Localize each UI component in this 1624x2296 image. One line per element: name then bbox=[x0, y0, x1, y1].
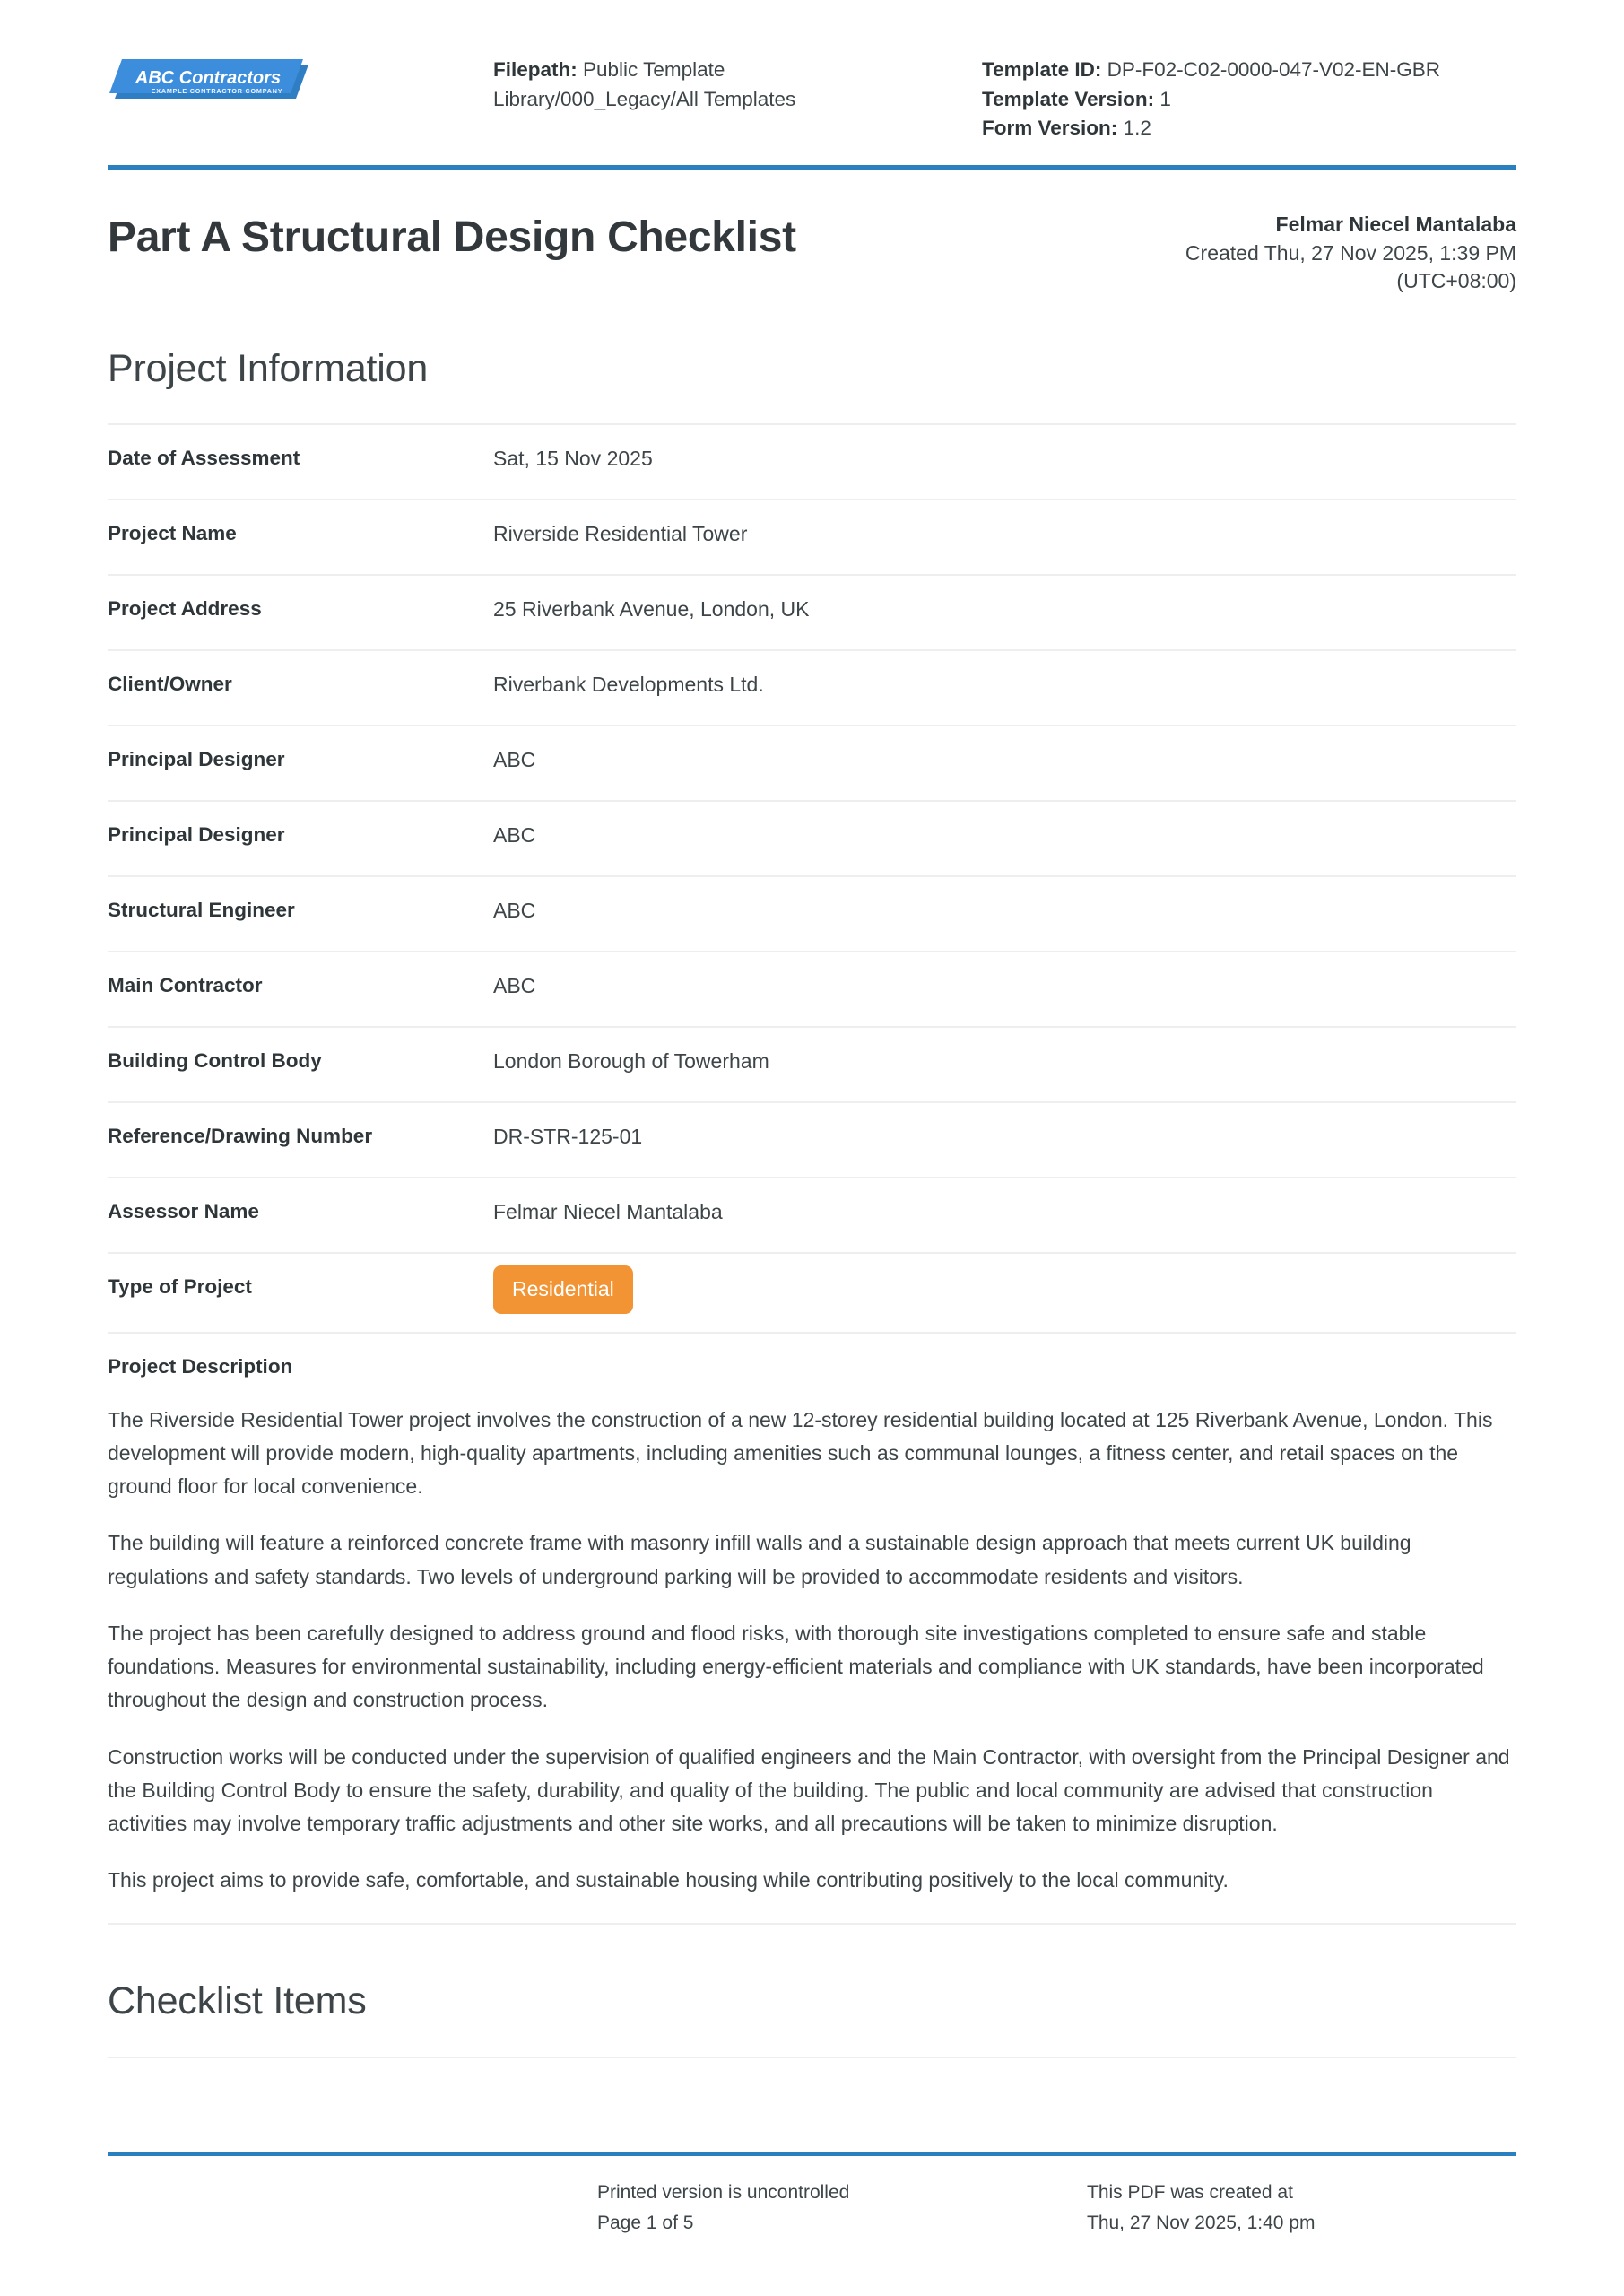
template-meta bbox=[933, 36, 1516, 144]
table-row-type-of-project bbox=[108, 1254, 1516, 1334]
table-row bbox=[108, 651, 1516, 726]
row-value bbox=[493, 1274, 1516, 1314]
table-row bbox=[108, 726, 1516, 802]
table-row bbox=[108, 576, 1516, 651]
description-paragraph: This project aims to provide safe, comfortable, and sustainable housing while contributing positively to the local community. bbox=[108, 1868, 1229, 1892]
table-row bbox=[108, 802, 1516, 877]
row-value: London Borough of Towerham bbox=[493, 1048, 769, 1073]
page-number: Page 1 of 5 bbox=[597, 2213, 694, 2234]
row-label: Building Control Body bbox=[108, 1048, 322, 1072]
svg-text:EXAMPLE CONTRACTOR COMPANY: EXAMPLE CONTRACTOR COMPANY bbox=[151, 87, 283, 95]
row-value: ABC bbox=[493, 747, 536, 771]
abc-contractors-logo bbox=[108, 54, 315, 109]
row-label: Type of Project bbox=[108, 1274, 252, 1298]
template-version-value: 1 bbox=[1159, 87, 1171, 110]
row-value: ABC bbox=[493, 973, 536, 997]
status-badge: Residential bbox=[493, 1265, 633, 1314]
table-row bbox=[108, 425, 1516, 500]
filepath-meta bbox=[493, 36, 933, 114]
row-label: Structural Engineer bbox=[108, 898, 295, 921]
logo-container bbox=[108, 36, 493, 109]
table-row bbox=[108, 500, 1516, 576]
footer-columns bbox=[0, 2156, 1624, 2239]
project-description-block bbox=[108, 1334, 1516, 1925]
row-label: Assessor Name bbox=[108, 1199, 259, 1222]
row-label: Reference/Drawing Number bbox=[108, 1124, 373, 1147]
created-timestamp: Created Thu, 27 Nov 2025, 1:39 PM bbox=[1185, 240, 1516, 265]
table-row bbox=[108, 1178, 1516, 1254]
author-name: Felmar Niecel Mantalaba bbox=[1275, 212, 1516, 236]
project-description-label: Project Description bbox=[108, 1354, 293, 1378]
row-label: Project Address bbox=[108, 596, 262, 620]
row-value: Riverbank Developments Ltd. bbox=[493, 672, 764, 696]
row-value: 25 Riverbank Avenue, London, UK bbox=[493, 596, 810, 621]
created-timezone: (UTC+08:00) bbox=[1396, 269, 1516, 293]
title-row bbox=[0, 170, 1624, 296]
printed-notice: Printed version is uncontrolled bbox=[597, 2182, 850, 2203]
form-version-label: Form Version: bbox=[982, 117, 1118, 140]
description-paragraph: The Riverside Residential Tower project involves the construction of a new 12-storey residential building located at 125 Riverbank Avenue, London. This development will provide modern, high-quality apartments, including amenities such as communal lounges, a fitness center, and retail spaces on the ground floor for local convenience. bbox=[108, 1407, 1493, 1499]
footer-pdf-info bbox=[1087, 2178, 1516, 2239]
description-paragraph: Construction works will be conducted under the supervision of qualified engineers and the Main Contractor, with oversight from the Principal Designer and the Building Control Body to ensure the safety, durability, and quality of the building. The public and local community are advised that construction activities may involve temporary traffic adjustments and other site works, and all precautions will be taken to minimize disruption. bbox=[108, 1744, 1510, 1836]
document-footer bbox=[0, 2152, 1624, 2296]
table-row bbox=[108, 952, 1516, 1028]
table-row bbox=[108, 877, 1516, 952]
description-paragraph: The project has been carefully designed to address ground and flood risks, with thorough site investigations completed to ensure safe and stable foundations. Measures for environmental sustainability, including energy-efficient materials and compliance with UK standards, have been incorporated throughout the design and construction process. bbox=[108, 1621, 1484, 1712]
row-label: Principal Designer bbox=[108, 747, 285, 770]
checklist-divider bbox=[108, 2057, 1516, 2058]
created-info bbox=[1185, 207, 1516, 296]
form-version-row bbox=[982, 114, 1516, 144]
form-version-value: 1.2 bbox=[1123, 117, 1151, 140]
row-label: Client/Owner bbox=[108, 672, 232, 695]
footer-print-info bbox=[597, 2178, 1087, 2239]
description-paragraph: The building will feature a reinforced concrete frame with masonry infill walls and a sustainable design approach that meets current UK building regulations and safety standards. Two levels of underground parking will be provided to accommodate residents and visitors. bbox=[108, 1531, 1411, 1588]
project-information-heading: Project Information bbox=[108, 347, 429, 391]
template-version-label: Template Version: bbox=[982, 87, 1155, 110]
row-label: Date of Assessment bbox=[108, 446, 300, 469]
row-value: Felmar Niecel Mantalaba bbox=[493, 1199, 723, 1223]
template-id-label: Template ID: bbox=[982, 58, 1102, 81]
row-value: Sat, 15 Nov 2025 bbox=[493, 446, 653, 470]
checklist-items-heading: Checklist Items bbox=[108, 1979, 367, 2022]
pdf-created-label: This PDF was created at bbox=[1087, 2182, 1293, 2203]
footer-spacer bbox=[108, 2178, 597, 2239]
svg-text:ABC Contractors: ABC Contractors bbox=[135, 68, 282, 88]
row-value: ABC bbox=[493, 898, 536, 922]
row-label: Project Name bbox=[108, 521, 237, 544]
row-value: DR-STR-125-01 bbox=[493, 1124, 643, 1148]
table-row bbox=[108, 1028, 1516, 1103]
row-label: Main Contractor bbox=[108, 973, 263, 996]
document-header bbox=[0, 0, 1624, 144]
filepath-label: Filepath: bbox=[493, 58, 578, 81]
pdf-created-value: Thu, 27 Nov 2025, 1:40 pm bbox=[1087, 2213, 1316, 2234]
template-version-row bbox=[982, 85, 1516, 115]
table-row bbox=[108, 1103, 1516, 1178]
template-id-row bbox=[982, 56, 1516, 85]
filepath-value: Public Template Library/000_Legacy/All Templates bbox=[493, 58, 796, 110]
row-value: Riverside Residential Tower bbox=[493, 521, 748, 545]
page-title: Part A Structural Design Checklist bbox=[108, 213, 796, 261]
row-label: Principal Designer bbox=[108, 822, 285, 846]
project-information-table bbox=[108, 423, 1516, 1334]
row-value: ABC bbox=[493, 822, 536, 847]
template-id-value: DP-F02-C02-0000-047-V02-EN-GBR bbox=[1107, 58, 1441, 81]
